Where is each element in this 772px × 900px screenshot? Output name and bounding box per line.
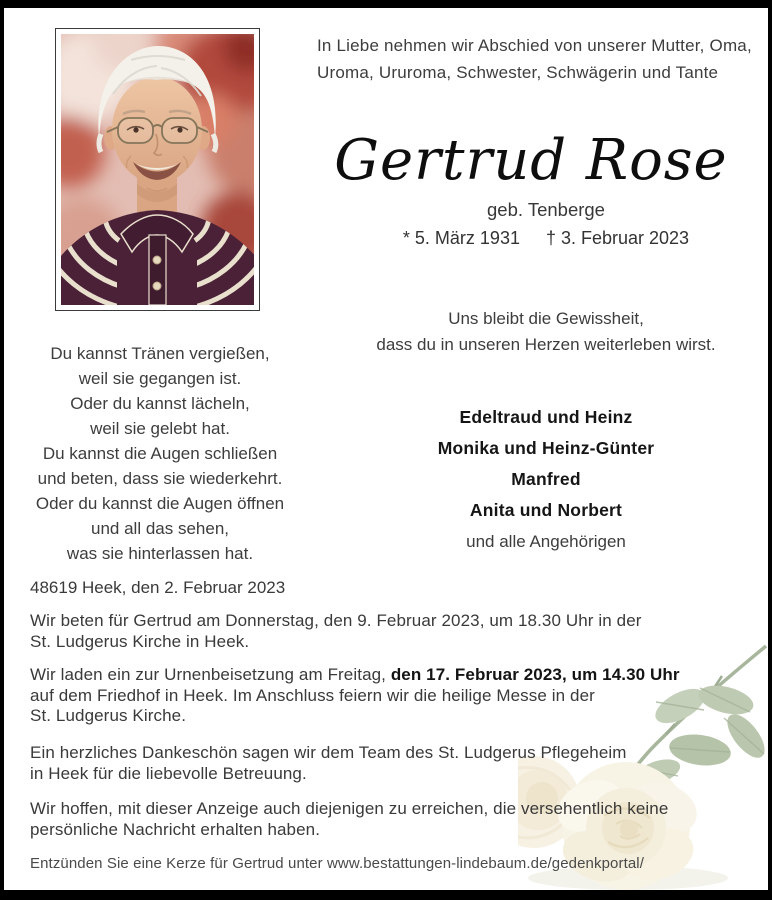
- place-dateline: 48619 Heek, den 2. Februar 2023: [30, 578, 286, 597]
- hope-line-1: Wir hoffen, mit dieser Anzeige auch diejenigen zu erreichen, die versehentlich keine: [30, 799, 669, 818]
- death-date: † 3. Februar 2023: [545, 228, 690, 248]
- mourner-name: Monika und Heinz-Günter: [437, 438, 655, 458]
- mourner-name: Edeltraud und Heinz: [459, 407, 633, 427]
- birth-date: * 5. März 1931: [402, 228, 520, 248]
- verse-line: weil sie gegangen ist.: [78, 369, 242, 388]
- thanks-line-1: Ein herzliches Dankeschön sagen wir dem Team des St. Ludgerus Pflegeheim: [30, 743, 627, 762]
- burial-date-bold: den 17. Februar 2023, um 14.30 Uhr: [390, 665, 680, 684]
- frame-border-bottom: [0, 890, 772, 900]
- thanks-line-2: in Heek für die liebevolle Betreuung.: [30, 763, 307, 783]
- intro-line-2: Uroma, Ururoma, Schwester, Schwägerin und Tante: [317, 63, 719, 82]
- thanks-paragraph: [30, 743, 710, 784]
- prayer-paragraph: [30, 611, 710, 652]
- verse-line: und all das sehen,: [91, 519, 229, 538]
- frame-border-top: [0, 0, 772, 8]
- portrait-photo: [61, 34, 254, 305]
- life-dates: [320, 228, 772, 249]
- prayer-line-2: St. Ludgerus Kirche in Heek.: [30, 631, 250, 651]
- verse-line: was sie hinterlassen hat.: [66, 544, 254, 563]
- affirmation-line-2: dass du in unseren Herzen weiterleben wirst.: [376, 335, 716, 354]
- burial-intro: Wir laden ein zur Urnenbeisetzung am Freitag,: [30, 665, 391, 684]
- prayer-line-1: Wir beten für Gertrud am Donnerstag, den 9. Februar 2023, um 18.30 Uhr in der: [30, 611, 642, 630]
- candle-note: Entzünden Sie eine Kerze für Gertrud unter www.bestattungen-lindebaum.de/gedenkportal/: [30, 855, 644, 872]
- hope-line-2: persönliche Nachricht erhalten haben.: [30, 819, 321, 839]
- burial-line-3: St. Ludgerus Kirche.: [30, 706, 187, 725]
- mourners-list: [320, 402, 772, 557]
- verse-line: Oder du kannst die Augen öffnen: [35, 494, 285, 513]
- intro-line-1: In Liebe nehmen wir Abschied von unserer Mutter, Oma,: [317, 36, 752, 55]
- verse-line: Oder du kannst lächeln,: [70, 394, 250, 413]
- deceased-name: Gertrud Rose: [334, 128, 728, 193]
- burial-line-2: auf dem Friedhof in Heek. Im Anschluss feiern wir die heilige Messe in der: [30, 685, 595, 705]
- mourners-closing: und alle Angehörigen: [466, 532, 626, 551]
- affirmation-line-1: Uns bleibt die Gewissheit,: [448, 309, 644, 328]
- portrait-photo-frame: [55, 28, 260, 311]
- frame-border-left: [0, 0, 4, 900]
- hope-paragraph: [30, 799, 710, 840]
- maiden-name: geb. Tenberge: [487, 199, 605, 220]
- verse-line: und beten, dass sie wiederkehrt.: [37, 469, 283, 488]
- memorial-verse: [18, 341, 302, 566]
- burial-paragraph: [30, 665, 710, 727]
- verse-line: Du kannst die Augen schließen: [42, 444, 278, 463]
- frame-border-right: [768, 0, 772, 900]
- intro-text: [317, 32, 757, 86]
- verse-line: weil sie gelebt hat.: [90, 419, 230, 438]
- mourner-name: Manfred: [511, 469, 581, 489]
- verse-line: Du kannst Tränen vergießen,: [50, 344, 270, 363]
- affirmation-text: [320, 306, 772, 358]
- mourner-name: Anita und Norbert: [469, 500, 623, 520]
